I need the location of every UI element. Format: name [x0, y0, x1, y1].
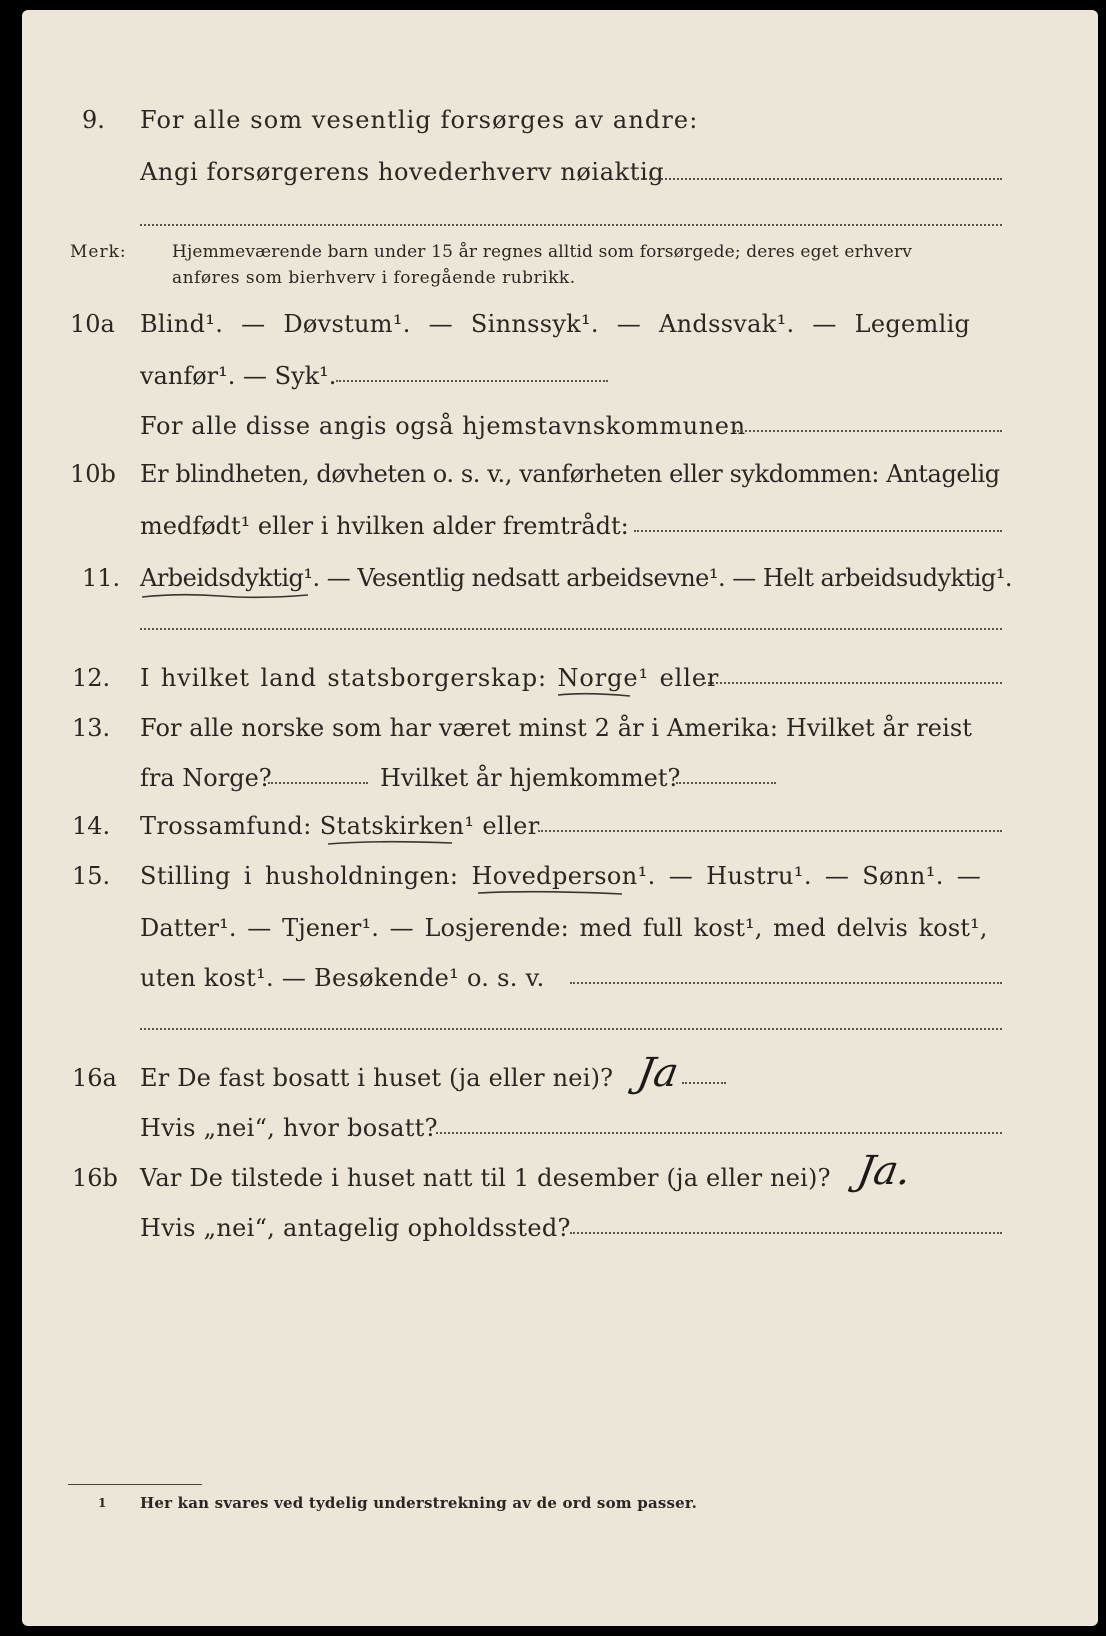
q10a-line1: Blind¹. — Døvstum¹. — Sinnssyk¹. — Andssvak¹. — Legemlig [140, 310, 971, 338]
q10a-kommune-line [734, 430, 1002, 432]
q9-line1: For alle som vesentlig forsørges av andre: [140, 106, 699, 134]
q12-norge-underline [556, 690, 632, 700]
q10b-answer-line [634, 530, 1002, 532]
q15-number: 15. [72, 862, 111, 890]
merk-line1: Hjemmeværende barn under 15 år regnes alltid som forsørgede; deres eget erhverv [172, 242, 912, 262]
q13-line2a: fra Norge? [140, 764, 272, 792]
q15-line3: uten kost¹. — Besøkende¹ o. s. v. [140, 964, 545, 992]
q16b-number: 16b [72, 1164, 118, 1192]
q16b-line2: Hvis „nei“, antagelig opholdssted? [140, 1214, 571, 1242]
q15-line1: Stilling i husholdningen: Hovedperson¹. — Hustru¹. — Sønn¹. — [140, 862, 982, 890]
q16b-opholdssted-line [570, 1232, 1002, 1234]
q16a-handwritten-answer: Ja [633, 1050, 682, 1096]
q16a-number: 16a [72, 1064, 117, 1092]
q11-line1: Arbeidsdyktig¹. — Vesentlig nedsatt arbeidsevne¹. — Helt arbeidsudyktig¹. [140, 564, 1013, 592]
q9-line2: Angi forsørgerens hovederhverv nøiaktig [140, 158, 665, 186]
q9-answer-line [634, 178, 1002, 180]
q10a-answer-line [336, 380, 608, 382]
q16a-answer-line [682, 1082, 726, 1084]
q12-line1: I hvilket land statsborgerskap: Norge¹ eller [140, 664, 720, 692]
q11-answer-line [140, 628, 1002, 630]
q14-answer-line [538, 830, 1002, 832]
q15-hovedperson-underline [476, 888, 624, 898]
q15-answer-line [570, 982, 1002, 984]
q14-number: 14. [72, 812, 111, 840]
q16a-bosatt-line [436, 1132, 1002, 1134]
q13-line1: For alle norske som har været minst 2 år i Amerika: Hvilket år reist [140, 714, 973, 742]
footnote-text: Her kan svares ved tydelig understrekning av de ord som passer. [140, 1494, 698, 1512]
census-form-page [22, 10, 1098, 1626]
q16b-handwritten-answer: Ja. [853, 1148, 915, 1194]
q11-arbeidsdyktig-underline [140, 590, 310, 602]
q16b-line1: Var De tilstede i huset natt til 1 desember (ja eller nei)? [140, 1164, 831, 1192]
q15-answer-line-2 [140, 1028, 1002, 1030]
q13-line2b: Hvilket år hjemkommet? [380, 764, 681, 792]
q13-number: 13. [72, 714, 111, 742]
q12-number: 12. [72, 664, 111, 692]
q9-number: 9. [82, 106, 105, 134]
footnote-rule [68, 1484, 202, 1485]
q10b-line2: medfødt¹ eller i hvilken alder fremtrådt: [140, 512, 629, 540]
merk-label: Merk: [70, 242, 127, 262]
q14-statskirken-underline [326, 838, 454, 848]
q10a-number: 10a [70, 310, 115, 338]
q16a-line2: Hvis „nei“, hvor bosatt? [140, 1114, 438, 1142]
q10a-line3: For alle disse angis også hjemstavnskommunen [140, 412, 746, 440]
footnote-mark: 1 [98, 1496, 107, 1510]
q10a-line2: vanfør¹. — Syk¹. [140, 362, 337, 390]
q15-line2: Datter¹. — Tjener¹. — Losjerende: med full kost¹, med delvis kost¹, [140, 914, 988, 942]
q12-answer-line [704, 682, 1002, 684]
q16a-line1: Er De fast bosatt i huset (ja eller nei)? [140, 1064, 614, 1092]
q13-reist-line [268, 782, 368, 784]
q10b-number: 10b [70, 460, 116, 488]
q10b-line1: Er blindheten, døvheten o. s. v., vanførheten eller sykdommen: Antagelig [140, 460, 1000, 488]
merk-line2: anføres som bierhverv i foregående rubrikk. [172, 268, 576, 288]
q11-number: 11. [82, 564, 121, 592]
q14-line1: Trossamfund: Statskirken¹ eller [140, 812, 540, 840]
q9-answer-line-2 [140, 224, 1002, 226]
q13-hjemkommet-line [676, 782, 776, 784]
